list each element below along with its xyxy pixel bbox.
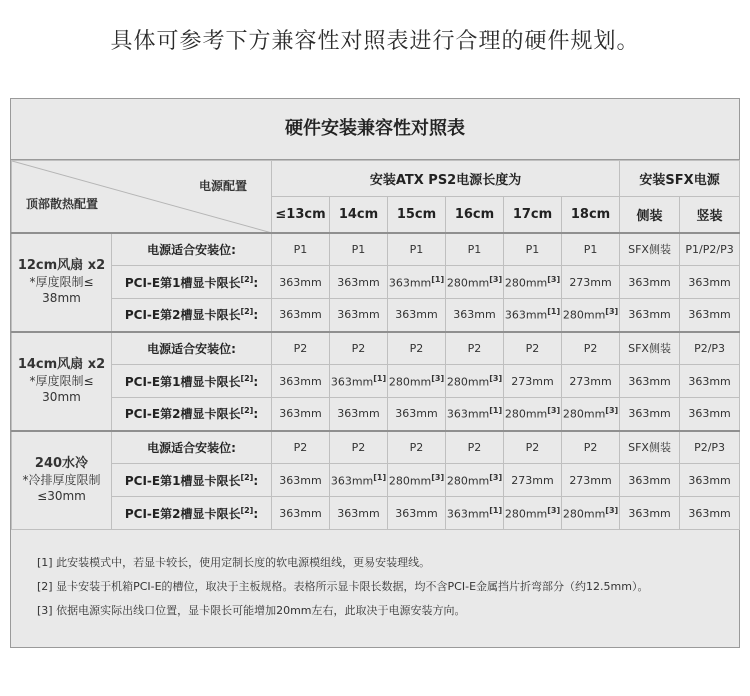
- cell-value: 280mm: [446, 474, 490, 488]
- footnote-ref: [3]: [547, 274, 561, 284]
- cell-value: 363mm: [628, 407, 671, 421]
- cooling-group-limit: *冷排厚度限制: [22, 473, 101, 488]
- cooling-group-cell: [12, 431, 112, 530]
- footnote-ref: [2]: [240, 472, 254, 482]
- cell-value: P1: [525, 242, 540, 256]
- cell-value: 273mm: [569, 473, 612, 487]
- table-cell: [562, 431, 620, 464]
- cooling-group-name: 240水冷: [34, 456, 89, 472]
- cell-value: P1: [351, 242, 366, 256]
- cell-value: 280mm: [562, 408, 606, 422]
- table-cell: [620, 497, 680, 530]
- row-label: [112, 299, 272, 332]
- table-cell: [446, 464, 504, 497]
- cell-value: P2: [525, 341, 540, 355]
- cell-value: 363mm: [688, 374, 731, 388]
- table-cell: [680, 398, 740, 431]
- table-cell: [330, 266, 388, 299]
- cell-value: P1: [467, 242, 482, 256]
- cell-value: P1: [583, 242, 598, 256]
- footnote-ref: [3]: [605, 307, 619, 317]
- footnote-ref: [3]: [547, 406, 561, 416]
- table-cell: [620, 431, 680, 464]
- footnote-ref: [1]: [373, 472, 387, 482]
- header-corner-cell: [12, 161, 272, 233]
- table-row: [12, 497, 740, 530]
- cell-value: 363mm: [279, 407, 322, 421]
- table-cell: [680, 233, 740, 266]
- cell-value: SFX侧装: [628, 342, 671, 356]
- cell-value: 363mm: [279, 374, 322, 388]
- table-cell: [272, 365, 330, 398]
- row-label-text: PCI-E第1槽显卡限长: [124, 473, 241, 488]
- cell-value: P2: [293, 341, 308, 355]
- row-label-text: 电源适合安装位:: [147, 242, 236, 257]
- table-cell: [272, 266, 330, 299]
- table-title: 硬件安装兼容性对照表: [11, 99, 739, 160]
- cell-value: 280mm: [388, 474, 432, 488]
- row-label: [112, 431, 272, 464]
- cooling-group-name: 14cm风扇 x2: [17, 357, 106, 372]
- table-cell: [562, 497, 620, 530]
- cell-value: 280mm: [388, 375, 432, 389]
- footnote-ref: [1]: [489, 406, 503, 416]
- row-label-colon: :: [253, 506, 259, 521]
- row-label: [112, 497, 272, 530]
- cell-value: 363mm: [628, 506, 671, 520]
- cell-value: 363mm: [395, 506, 438, 520]
- table-cell: [272, 464, 330, 497]
- footnote-ref: [3]: [547, 505, 561, 515]
- footnote: [2] 显卡安装于机箱PCI-E的槽位，取决于主板规格。表格所示显卡限长数据，均不含PCI-E金属挡片折弯部分（约12.5mm）。: [37, 580, 649, 593]
- cell-value: 363mm: [330, 474, 374, 488]
- cell-value: 363mm: [330, 375, 374, 389]
- cell-value: 280mm: [504, 408, 548, 422]
- table-cell: [272, 398, 330, 431]
- cell-value: 363mm: [688, 506, 731, 520]
- length-header: 18cm: [562, 197, 620, 233]
- table-cell: [330, 431, 388, 464]
- table-cell: [446, 398, 504, 431]
- cooling-group-cell: [12, 332, 112, 431]
- cell-value: 363mm: [279, 506, 322, 520]
- row-label: [112, 464, 272, 497]
- table-cell: [504, 299, 562, 332]
- cell-value: 363mm: [337, 275, 380, 289]
- cell-value: 363mm: [504, 309, 548, 323]
- cell-value: 363mm: [388, 276, 432, 290]
- table-cell: [446, 266, 504, 299]
- table-row: [12, 431, 740, 464]
- table-cell: [562, 233, 620, 266]
- table-cell: [272, 332, 330, 365]
- table-cell: [388, 332, 446, 365]
- cell-value: 273mm: [511, 473, 554, 487]
- table-cell: [562, 299, 620, 332]
- table-cell: [330, 332, 388, 365]
- cell-value: P2: [409, 440, 424, 454]
- table-cell: [504, 233, 562, 266]
- table-cell: [272, 233, 330, 266]
- cell-value: P2: [583, 341, 598, 355]
- footnote-ref: [3]: [489, 373, 503, 383]
- cell-value: 280mm: [562, 309, 606, 323]
- page-heading: 具体可参考下方兼容性对照表进行合理的硬件规划。: [110, 29, 640, 54]
- table-cell: [388, 266, 446, 299]
- sfx-mode-header: 竖装: [680, 197, 740, 233]
- cell-value: 363mm: [395, 308, 438, 322]
- cell-value: 280mm: [446, 276, 490, 290]
- footnote-ref: [3]: [489, 274, 503, 284]
- cell-value: P1: [293, 242, 308, 256]
- table-cell: [446, 332, 504, 365]
- table-cell: [330, 464, 388, 497]
- table-cell: [504, 431, 562, 464]
- cell-value: P2: [583, 440, 598, 454]
- footnote: [3] 依据电源实际出线口位置，显卡限长可能增加20mm左右，此取决于电源安装方向。: [37, 604, 466, 617]
- table-cell: [620, 332, 680, 365]
- table-row: [12, 266, 740, 299]
- cell-value: P2/P3: [694, 341, 726, 355]
- cell-value: 363mm: [337, 407, 380, 421]
- cell-value: 363mm: [395, 407, 438, 421]
- footnote-ref: [1]: [431, 274, 445, 284]
- table-cell: [388, 497, 446, 530]
- table-cell: [446, 365, 504, 398]
- table-cell: [330, 398, 388, 431]
- footnote-ref: [3]: [605, 406, 619, 416]
- cell-value: P2: [467, 341, 482, 355]
- cooling-group-limit-value: ≤30mm: [37, 489, 86, 504]
- top-cooling-label: 顶部散热配置: [26, 196, 99, 211]
- row-label-colon: :: [253, 308, 259, 323]
- table-cell: [388, 233, 446, 266]
- table-cell: [620, 233, 680, 266]
- cell-value: P2: [467, 440, 482, 454]
- row-label-colon: :: [253, 374, 259, 389]
- table-cell: [388, 431, 446, 464]
- table-cell: [680, 464, 740, 497]
- footnote-ref: [2]: [240, 307, 254, 317]
- table-cell: [388, 398, 446, 431]
- table-row: [12, 398, 740, 431]
- cell-value: 273mm: [569, 374, 612, 388]
- cell-value: P2: [351, 440, 366, 454]
- table-row: [12, 233, 740, 266]
- table-row: [12, 299, 740, 332]
- cooling-group-cell: [12, 233, 112, 332]
- cell-value: 363mm: [279, 275, 322, 289]
- psu-config-label: 电源配置: [198, 179, 247, 193]
- table-cell: [680, 299, 740, 332]
- footnotes: [11, 551, 739, 623]
- table-cell: [562, 398, 620, 431]
- footnote-ref: [3]: [605, 505, 619, 515]
- table-cell: [446, 299, 504, 332]
- table-row: [12, 332, 740, 365]
- table-cell: [272, 431, 330, 464]
- table-cell: [330, 233, 388, 266]
- table-cell: [680, 431, 740, 464]
- cell-value: P2: [293, 440, 308, 454]
- compatibility-table-card: [10, 98, 740, 648]
- length-header: 15cm: [388, 197, 446, 233]
- cooling-group-limit: *厚度限制≤: [29, 275, 94, 289]
- footnote-ref: [1]: [547, 307, 561, 317]
- row-label-text: PCI-E第2槽显卡限长: [124, 407, 241, 422]
- cell-value: 363mm: [453, 308, 496, 322]
- table-cell: [388, 464, 446, 497]
- cell-value: P2/P3: [694, 440, 726, 454]
- cell-value: 363mm: [279, 473, 322, 487]
- cell-value: 363mm: [337, 308, 380, 322]
- cell-value: SFX侧装: [628, 243, 671, 257]
- table-cell: [388, 365, 446, 398]
- cell-value: P1: [409, 242, 424, 256]
- footnote-ref: [3]: [489, 472, 503, 482]
- cell-value: 280mm: [446, 375, 490, 389]
- cooling-group-limit-value: 30mm: [42, 390, 81, 404]
- table-cell: [388, 299, 446, 332]
- row-label: [112, 266, 272, 299]
- cell-value: 280mm: [504, 276, 548, 290]
- cell-value: 363mm: [446, 507, 490, 521]
- cell-value: 363mm: [628, 473, 671, 487]
- row-label-text: 电源适合安装位:: [147, 440, 236, 455]
- cell-value: 363mm: [628, 308, 671, 322]
- cell-value: P1/P2/P3: [685, 242, 734, 256]
- cell-value: 363mm: [688, 473, 731, 487]
- row-label-text: 电源适合安装位:: [147, 341, 236, 356]
- cell-value: 363mm: [446, 408, 490, 422]
- length-header: 17cm: [504, 197, 562, 233]
- table-cell: [562, 266, 620, 299]
- table-cell: [680, 497, 740, 530]
- table-cell: [504, 365, 562, 398]
- compatibility-table: [11, 160, 740, 530]
- table-cell: [562, 464, 620, 497]
- table-cell: [620, 464, 680, 497]
- table-cell: [504, 464, 562, 497]
- footnote-ref: [2]: [240, 373, 254, 383]
- footnote-ref: [2]: [240, 274, 254, 284]
- cell-value: 363mm: [279, 308, 322, 322]
- table-cell: [504, 266, 562, 299]
- table-cell: [446, 497, 504, 530]
- cooling-group-limit: *厚度限制≤: [29, 374, 94, 388]
- table-cell: [272, 497, 330, 530]
- row-label-text: PCI-E第1槽显卡限长: [124, 374, 241, 389]
- cell-value: 363mm: [688, 308, 731, 322]
- cooling-group-limit-value: 38mm: [42, 291, 81, 305]
- row-label-text: PCI-E第1槽显卡限长: [124, 275, 241, 290]
- table-cell: [620, 266, 680, 299]
- cell-value: SFX侧装: [628, 441, 671, 455]
- table-cell: [446, 431, 504, 464]
- row-label: [112, 398, 272, 431]
- cell-value: 363mm: [688, 275, 731, 289]
- row-label-text: PCI-E第2槽显卡限长: [124, 308, 241, 323]
- row-label: [112, 233, 272, 266]
- table-row: [12, 464, 740, 497]
- table-cell: [680, 365, 740, 398]
- table-row: [12, 365, 740, 398]
- table-cell: [330, 299, 388, 332]
- cell-value: 273mm: [569, 275, 612, 289]
- length-header: 16cm: [446, 197, 504, 233]
- footnote-ref: [3]: [431, 373, 445, 383]
- row-label-colon: :: [253, 275, 259, 290]
- footnote-ref: [1]: [373, 373, 387, 383]
- row-label-text: PCI-E第2槽显卡限长: [124, 506, 241, 521]
- sfx-group-header: 安装SFX电源: [620, 161, 740, 197]
- length-header: ≤13cm: [272, 197, 330, 233]
- table-cell: [562, 365, 620, 398]
- table-cell: [680, 332, 740, 365]
- footnote-ref: [2]: [240, 505, 254, 515]
- row-label: [112, 332, 272, 365]
- table-cell: [620, 398, 680, 431]
- cell-value: P2: [351, 341, 366, 355]
- sfx-mode-header: 侧装: [620, 197, 680, 233]
- footnote-ref: [2]: [240, 406, 254, 416]
- row-label-colon: :: [253, 407, 259, 422]
- table-cell: [562, 332, 620, 365]
- row-label: [112, 365, 272, 398]
- footnote: [1] 此安装模式中，若显卡较长，使用定制长度的软电源模组线，更易安装理线。: [37, 556, 431, 569]
- table-cell: [330, 497, 388, 530]
- table-cell: [330, 365, 388, 398]
- table-cell: [272, 299, 330, 332]
- table-cell: [504, 398, 562, 431]
- cell-value: 280mm: [562, 507, 606, 521]
- cell-value: 363mm: [337, 506, 380, 520]
- table-cell: [504, 497, 562, 530]
- table-cell: [620, 365, 680, 398]
- row-label-colon: :: [253, 473, 259, 488]
- cell-value: 273mm: [511, 374, 554, 388]
- length-header: 14cm: [330, 197, 388, 233]
- atx-group-header: 安装ATX PS2电源长度为: [272, 161, 620, 197]
- cell-value: P2: [409, 341, 424, 355]
- cell-value: 363mm: [628, 374, 671, 388]
- cell-value: 363mm: [628, 275, 671, 289]
- table-cell: [620, 299, 680, 332]
- table-cell: [504, 332, 562, 365]
- cooling-group-name: 12cm风扇 x2: [17, 258, 106, 273]
- footnote-ref: [1]: [489, 505, 503, 515]
- cell-value: P2: [525, 440, 540, 454]
- footnote-ref: [3]: [431, 472, 445, 482]
- table-cell: [446, 233, 504, 266]
- table-cell: [680, 266, 740, 299]
- cell-value: 363mm: [688, 407, 731, 421]
- cell-value: 280mm: [504, 507, 548, 521]
